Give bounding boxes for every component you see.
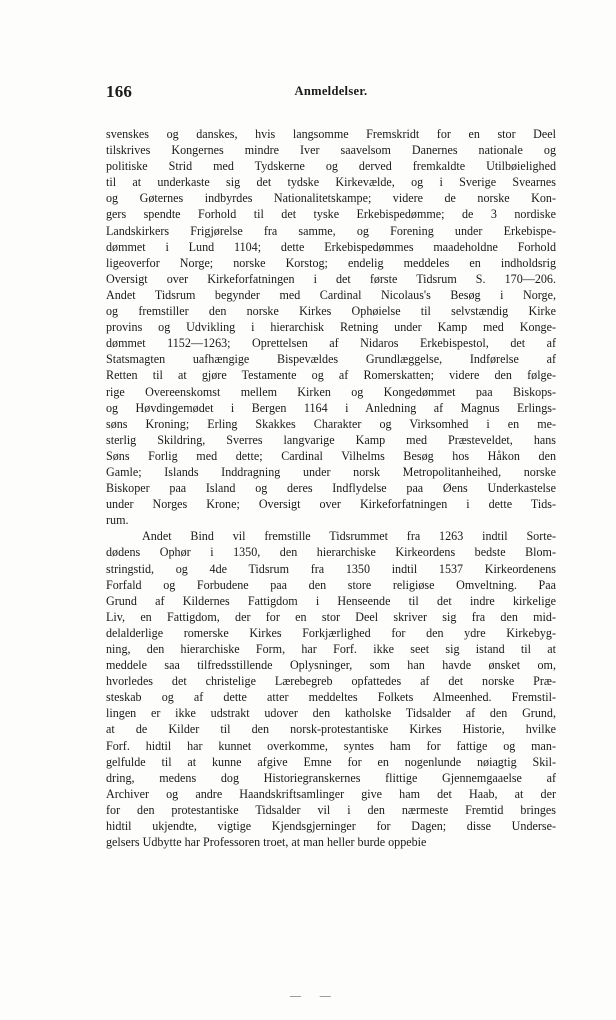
- text-line: Andet Bind vil fremstille Tidsrummet fra 1263 indtil Sorte-: [142, 529, 556, 544]
- text-line: gelfulde til at kunne afgive Emne for en nogenlunde nøiagtig Skil-: [106, 754, 556, 769]
- text-line: dømmet 1152—1263; Oprettelsen af Nidaros Erkebispestol, det af: [106, 336, 556, 351]
- text-line: meddele saa tilfredsstillende Oplysninger, som han havde ønsket om,: [106, 658, 556, 673]
- text-line: Retten til at gjøre Testamente og af Romerskatten; videre den følge-: [106, 368, 556, 383]
- text-line: at de Kilder til den norsk-protestantiske Kirkes Historie, hvilke: [106, 722, 556, 737]
- text-line: for den protestantiske Tidsalder vil i den nærmeste Fremtid bringes: [106, 802, 556, 817]
- paragraph: [106, 126, 556, 528]
- text-line: og fremstiller den norske Kirkes Ophøielse til selvstændig Kirke: [106, 304, 556, 319]
- text-line: lingen er ikke udstrakt udover den katholske Tidsalder af den Grund,: [106, 706, 556, 721]
- page-number: 166: [106, 82, 133, 101]
- text-line: gelsers Udbytte har Professoren troet, at man heller burde oppebie: [106, 835, 427, 850]
- text-line: ning, den hierarchiske Form, har Forf. ikke seet sig istand til at: [106, 642, 556, 656]
- text-line: og Gøternes indbyrdes Nationalitetskampe; videre de norske Kon-: [106, 191, 556, 206]
- text-line: rige Overeenskomst mellem Kirken og Kongedømmet paa Biskops-: [106, 384, 556, 399]
- text-line: Statsmagten uafhængige Bispevældes Grundlæggelse, Indførelse af: [106, 352, 556, 367]
- text-line: Grund af Kildernes Fattigdom i Henseende til det indre kirkelige: [106, 593, 556, 608]
- text-line: dødens Ophør i 1350, den hierarchiske Kirkeordens bedste Blom-: [106, 545, 556, 560]
- text-line: Søns Forlig med dette; Cardinal Vilhelms Besøg hos Håkon den: [106, 448, 556, 463]
- text-line: svenskes og danskes, hvis langsomme Fremskridt for en stor Deel: [106, 127, 556, 141]
- text-line: delalderlige romerske Kirkes Forkjærlighed for den ydre Kirkebyg-: [106, 625, 556, 640]
- text-line: dring, medens dog Historiegranskernes flittige Gjennemgaaelse af: [106, 770, 556, 785]
- text-line: Oversigt over Kirkeforfatningen i det første Tidsrum S. 170—206.: [106, 271, 556, 286]
- paragraph: [106, 528, 556, 850]
- text-line: til at underkaste sig det tydske Kirkevælde, og i Sverige Svearnes: [106, 175, 556, 190]
- text-line: hidtil ukjendte, vigtige Kjendsgjerninger for Dagen; disse Underse-: [106, 819, 556, 834]
- text-line: Forfald og Forbudene paa den store religiøse Omveltning. Paa: [106, 577, 556, 592]
- text-line: provins og Udvikling i hierarchisk Retning under Kamp med Konge-: [106, 320, 556, 335]
- text-line: steskab og af dette atter meddeltes Folkets Almeenhed. Fremstil-: [106, 690, 556, 705]
- text-line: stringstid, og 4de Tidsrum fra 1350 indtil 1537 Kirkeordenens: [106, 561, 556, 576]
- text-line: og Høvdingemødet i Bergen 1164 i Anledning af Magnus Erlings-: [106, 400, 556, 415]
- text-line: rum.: [106, 513, 129, 528]
- text-line: Gamle; Islands Inddragning under norsk Metropolitanheihed, norske: [106, 464, 556, 479]
- text-line: dømmet i Lund 1104; dette Erkebispedømmes maadeholdne Forhold: [106, 239, 556, 254]
- running-head: Anmeldelser.: [294, 84, 368, 98]
- text-line: Andet Tidsrum begynder med Cardinal Nicolaus's Besøg i Norge,: [106, 287, 556, 302]
- text-line: ligeoverfor Norge; norske Korstog; endelig meddeles en indholdsrig: [106, 255, 556, 270]
- text-line: politiske Strid med Tydskerne og derved fremkaldte Utilbøielighed: [106, 159, 556, 174]
- text-line: hvorledes det christelige Lærebegreb opfattedes af det norske Præ-: [106, 674, 556, 689]
- text-line: under Norges Krone; Oversigt over Kirkeforfatningen i dette Tids-: [106, 497, 556, 512]
- text-line: sterlig Skildring, Sverres langvarige Kamp med Præsteveldet, hans: [106, 432, 556, 447]
- text-line: søns Kroning; Erling Skakkes Charakter og Virksomhed i en me-: [106, 416, 556, 431]
- footer-marks: — —: [290, 990, 339, 1002]
- text-line: gers spendte Forhold til det tyske Erkebispedømme; de 3 nordiske: [106, 207, 556, 222]
- text-line: Biskoper paa Island og deres Indflydelse paa Øens Underkastelse: [106, 481, 556, 496]
- text-line: Forf. hidtil har kunnet overkomme, syntes ham for fattige og man-: [106, 738, 556, 753]
- body-text: [106, 126, 556, 850]
- text-line: tilskrives Kongernes mindre Iver saavelsom Danernes nationale og: [106, 143, 556, 158]
- page-header: [106, 82, 556, 104]
- text-line: Landskirkers Frigjørelse fra samme, og Forening under Erkebispe-: [106, 223, 556, 238]
- text-line: Liv, en Fattigdom, der for en stor Deel skriver sig fra den mid-: [106, 609, 556, 624]
- text-line: Archiver og andre Haandskriftsamlinger give ham det Haab, at der: [106, 786, 556, 801]
